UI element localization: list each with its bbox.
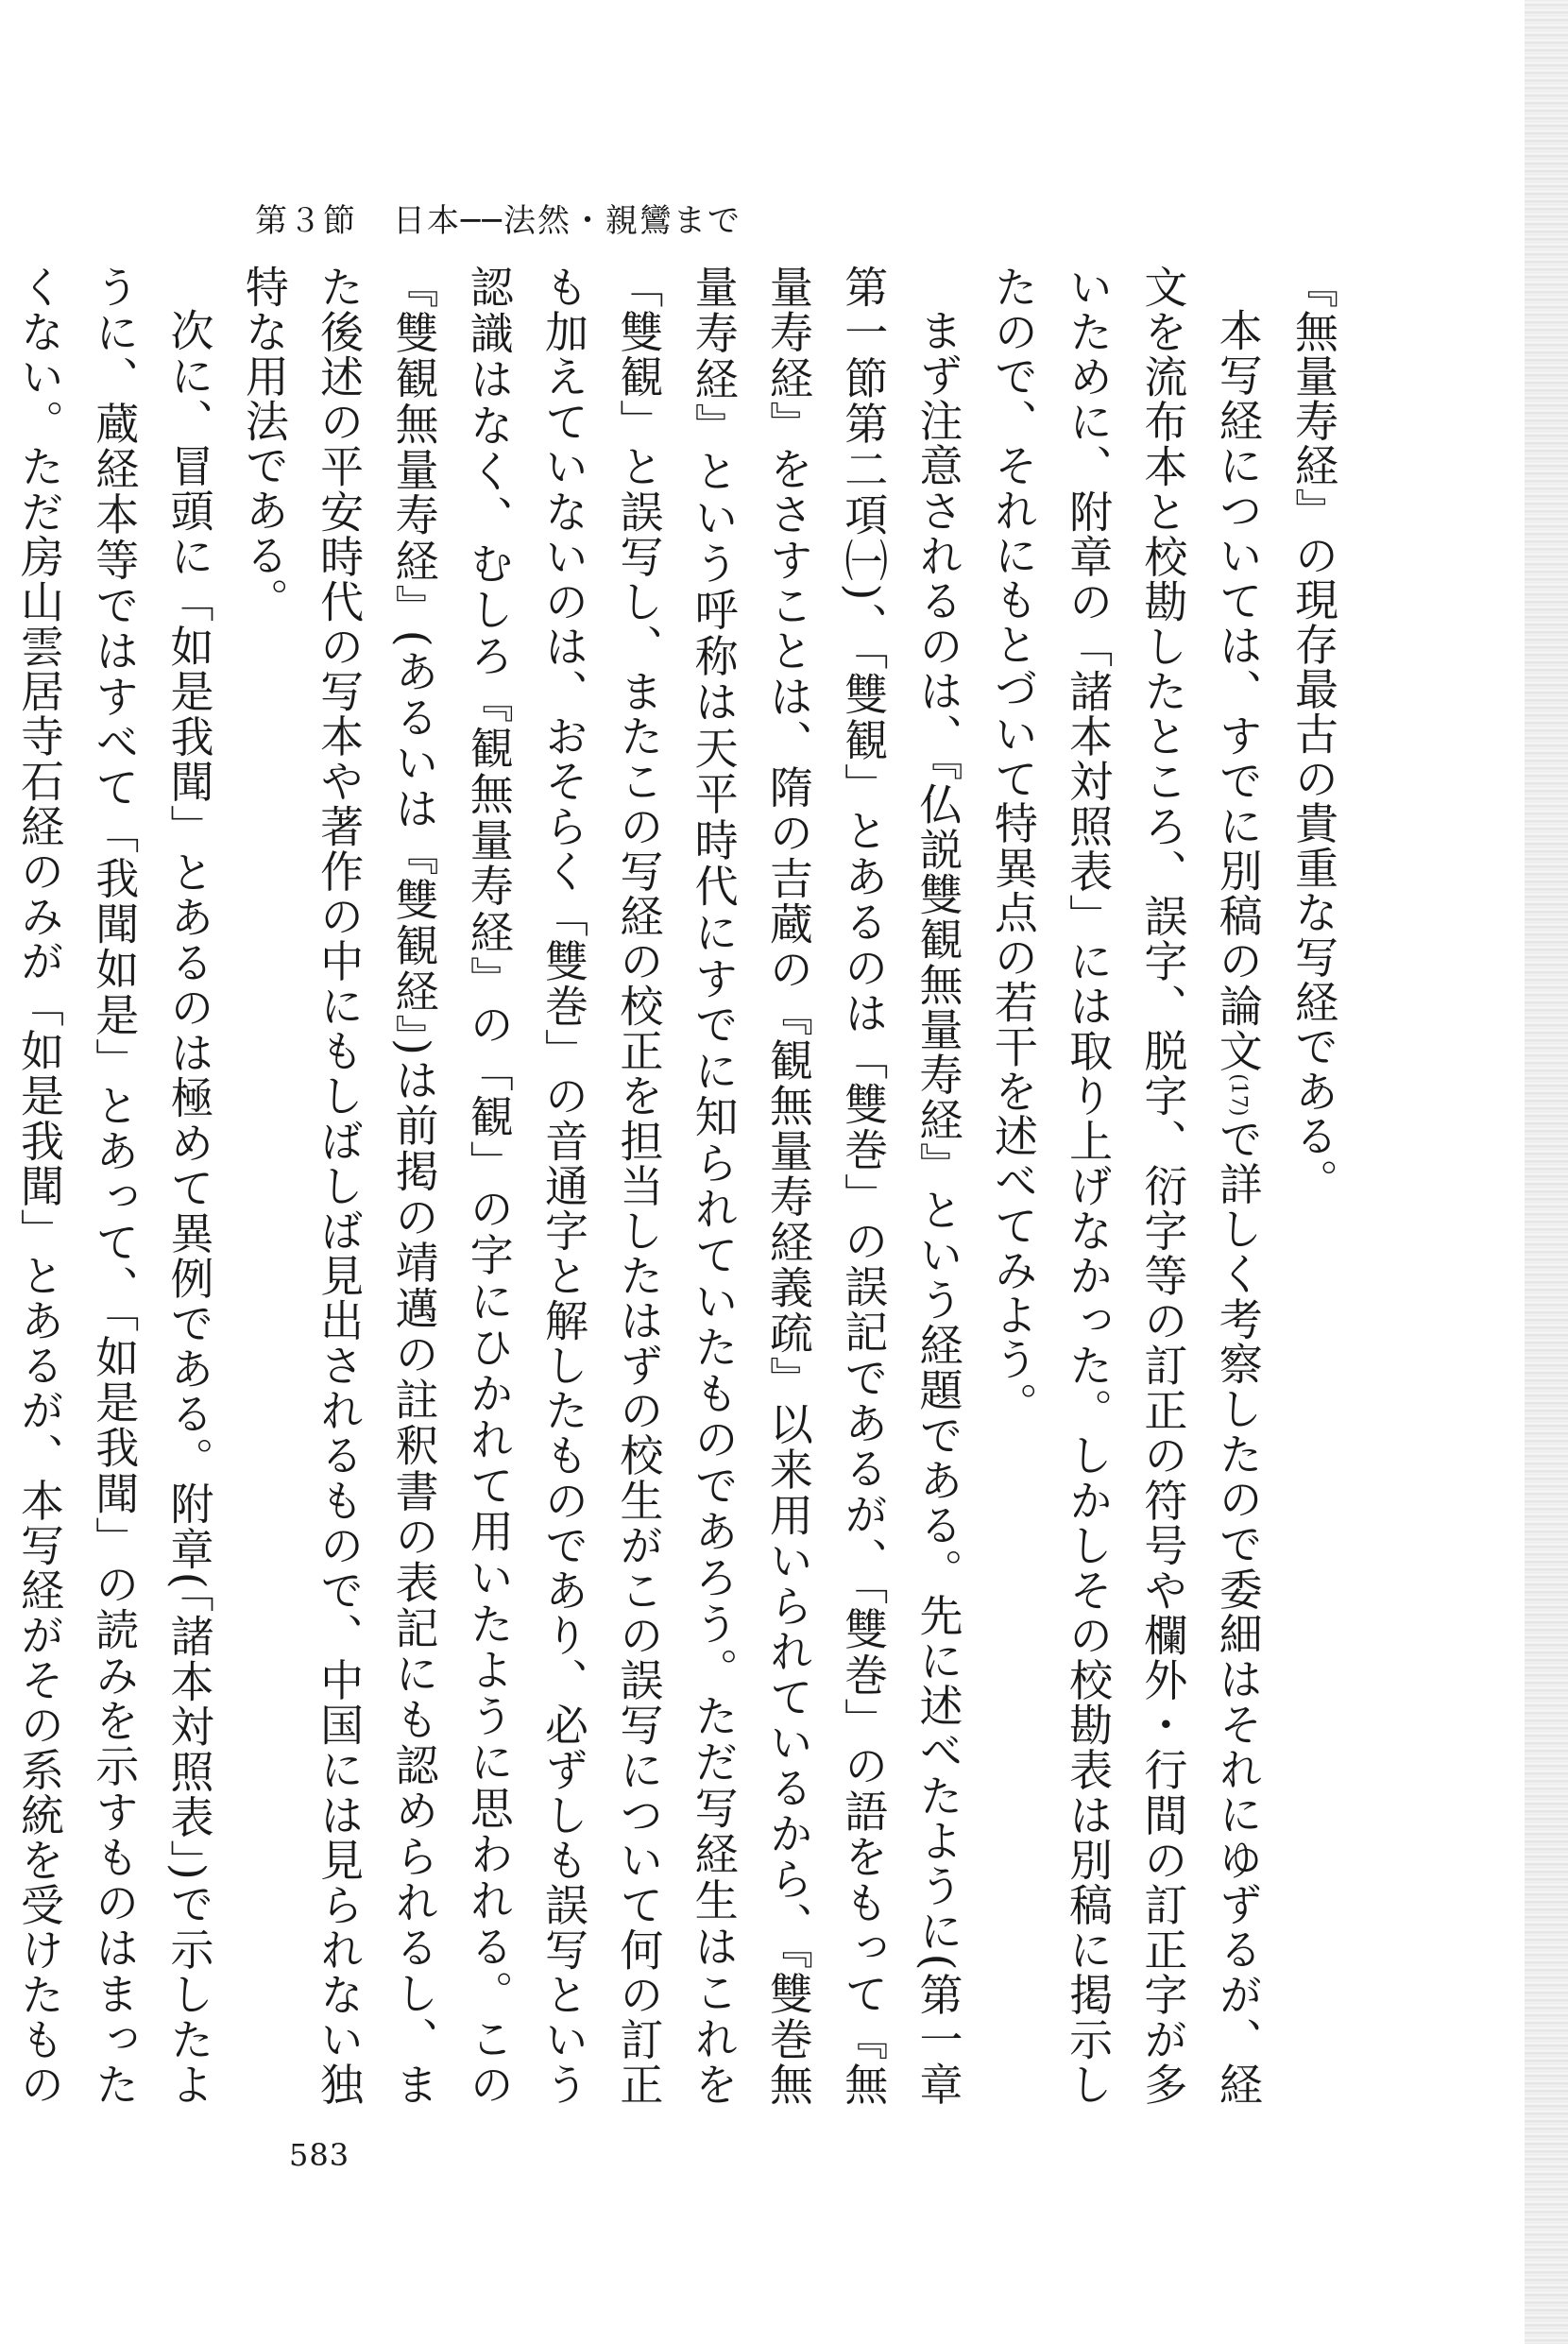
page-edge-shadow — [1525, 0, 1568, 2344]
paragraph-2-part-b: で詳しく考察したので委細はそれにゆずるが、経文を流布本と校勘したところ、誤字、脱字、衍字等の訂正の符号や欄外・行間の訂正字が多いために、附章の「諸本対照表」には取り上げなかった。しかしその校勘表は別稿に掲示したので、それにもとづいて特異点の若干を述べてみよう。 — [987, 265, 1264, 2107]
paragraph-2 — [976, 265, 1276, 2107]
body-text — [13, 265, 1351, 2107]
page-number: 583 — [289, 2137, 350, 2173]
footnote-reference: (17) — [1226, 1073, 1251, 1117]
paragraph-1: 『無量寿経』の現存最古の貴重な写経である。 — [1288, 265, 1339, 1204]
paragraph-3: まず注意されるのは、『仏説雙観無量寿経』という経題である。先に述べたように(第一章第一節第二項㈠)、「雙観」とあるのは「雙巻」の誤記であるが、「雙巻」の語をもって『無量寿経』をさすことは、隋の吉蔵の『観無量寿経義疏』以来用いられているから、『雙巻無量寿経』という呼称は天平時代にすでに知られていたものであろう。ただ写経生はこれを「雙観」と誤写し、またこの写経の校正を担当したはずの校生がこの誤写について何の訂正も加えていないのは、おそらく「雙巻」の音通字と解したものであり、必ずしも誤写という認識はなく、むしろ『観無量寿経』の「観」の字にひかれて用いたように思われる。この『雙観無量寿経』(あるいは『雙観経』)は前掲の靖邁の註釈書の表記にも認められるし、また後述の平安時代の写本や著作の中にもしばしば見出されるもので、中国には見られない独特な用法である。 — [238, 265, 964, 2107]
paragraph-4: 次に、冒頭に「如是我聞」とあるのは極めて異例である。附章(「諸本対照表」)で示したように、蔵経本等ではすべて「我聞如是」とあって、「如是我聞」の読みを示すものはまったくない。ただ房山雲居寺石経のみが「如是我聞」とあるが、本写経がその系統を受けたもの — [13, 265, 215, 2107]
running-header — [255, 195, 741, 241]
section-number: 第３節 — [255, 202, 357, 240]
section-title: 日本──法然・親鸞まで — [393, 202, 741, 240]
paragraph-2-part-a: 本写経については、すでに別稿の論文 — [1212, 308, 1264, 1074]
